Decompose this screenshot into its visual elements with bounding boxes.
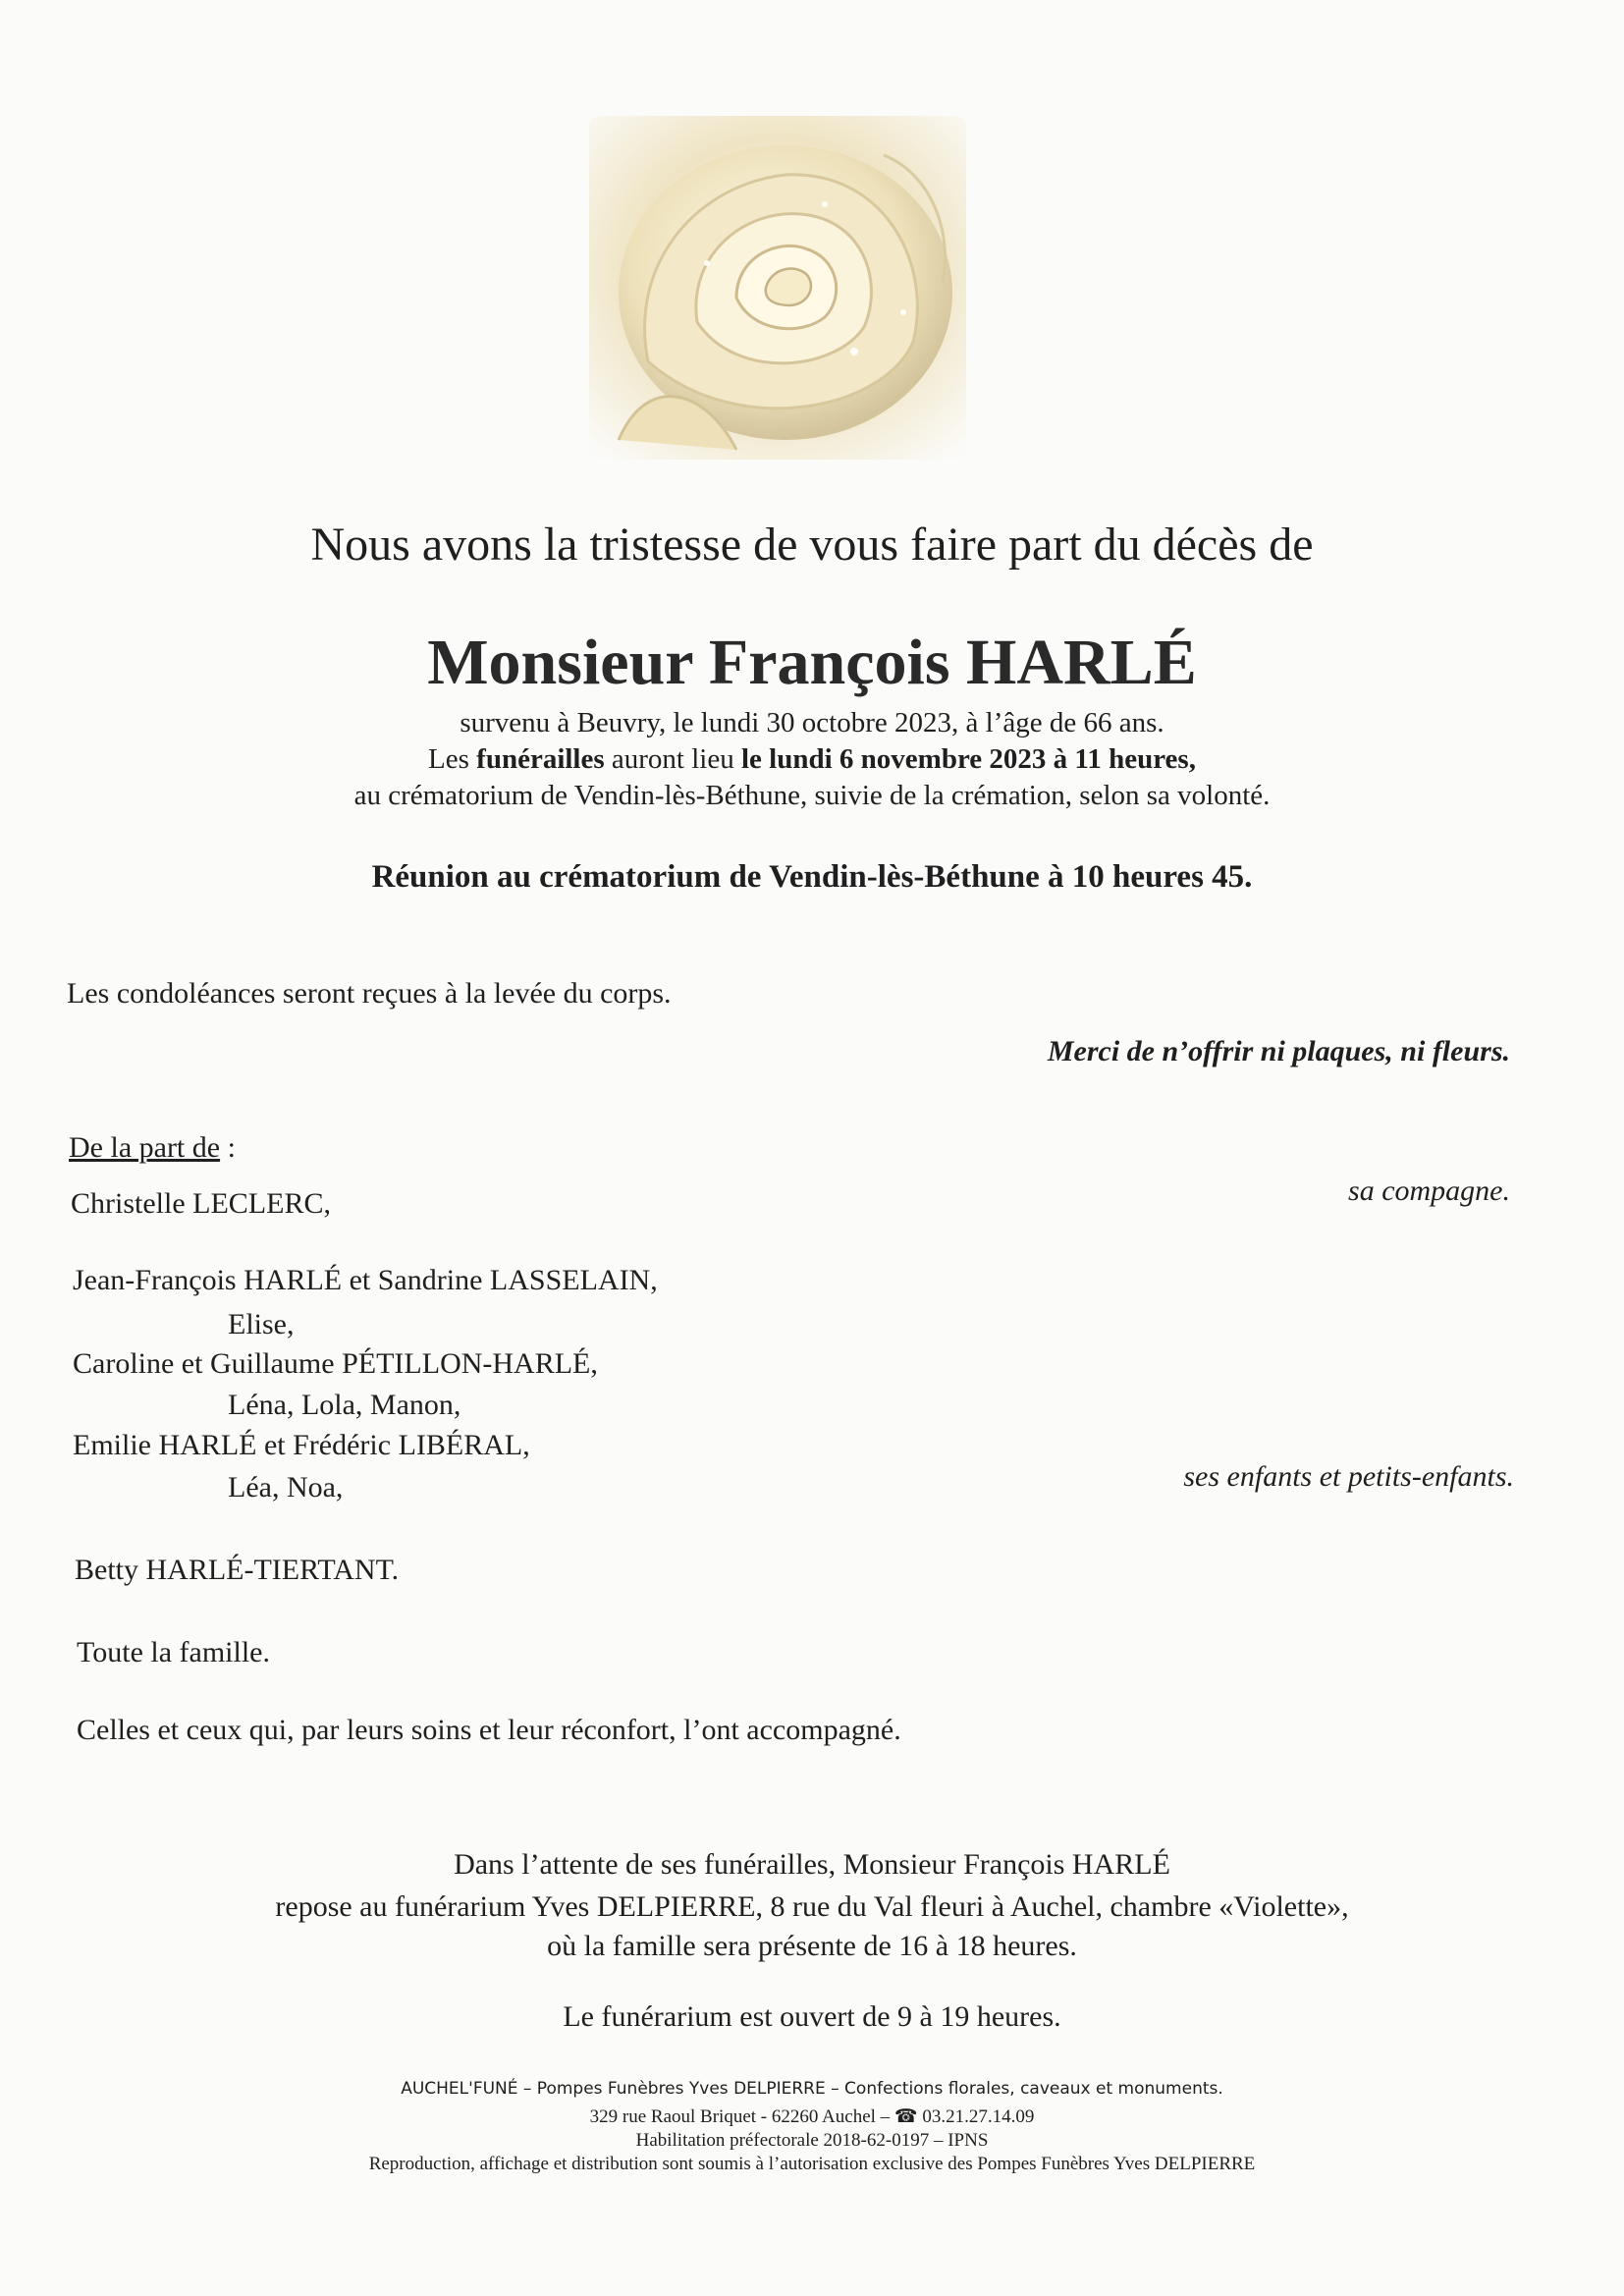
grandchildren-2: Léna, Lola, Manon, xyxy=(228,1389,461,1421)
grandchildren-1: Elise, xyxy=(228,1308,295,1340)
no-flowers-text: Merci de n’offrir ni plaques, ni fleurs. xyxy=(1047,1035,1510,1067)
partner-name: Christelle LECLERC, xyxy=(71,1187,331,1220)
phone-icon: ☎ xyxy=(893,2106,918,2127)
child-2: Caroline et Guillaume PÉTILLON-HARLÉ, xyxy=(73,1347,598,1380)
reproduction-line: Reproduction, affichage et distribution sont soumis à l’autorisation exclusive des Pompes Funèbres Yves DELPIERRE xyxy=(368,2154,1256,2174)
family-heading-label: De la part de xyxy=(69,1131,221,1164)
intro-text: Nous avons la tristesse de vous faire part du décès de xyxy=(310,519,1314,571)
children-role: ses enfants et petits-enfants. xyxy=(1183,1460,1514,1493)
company-line: AUCHEL'FUNÉ – Pompes Funèbres Yves DELPIERRE – Confections florales, caveaux et monuments. xyxy=(401,2079,1223,2099)
whole-family: Toute la famille. xyxy=(77,1636,270,1668)
funeral-details xyxy=(0,741,1624,777)
child-3: Emilie HARLÉ et Frédéric LIBÉRAL, xyxy=(73,1429,530,1461)
funeral-date: le lundi 6 novembre 2023 à 11 heures, xyxy=(740,743,1196,775)
repose-line-3: où la famille sera présente de 16 à 18 heures. xyxy=(547,1930,1077,1962)
funeral-location: au crématorium de Vendin-lès-Béthune, suivie de la crémation, selon sa volonté. xyxy=(353,780,1271,811)
caregivers-text: Celles et ceux qui, par leurs soins et leur réconfort, l’ont accompagné. xyxy=(77,1714,901,1746)
funeral-text-c: auront lieu xyxy=(604,743,741,775)
funeral-text-b: funérailles xyxy=(476,743,605,775)
rose-image xyxy=(589,116,966,460)
opening-hours: Le funérarium est ouvert de 9 à 19 heures. xyxy=(563,2000,1061,2033)
phone-number: 03.21.27.14.09 xyxy=(922,2106,1035,2127)
reunion-text: Réunion au crématorium de Vendin-lès-Béthune à 10 heures 45. xyxy=(371,859,1253,895)
condoleances-text: Les condoléances seront reçues à la levée du corps. xyxy=(67,977,672,1010)
partner-role: sa compagne. xyxy=(1348,1175,1510,1207)
address-text: 329 rue Raoul Briquet - 62260 Auchel – xyxy=(589,2106,891,2127)
deceased-name: Monsieur François HARLÉ xyxy=(427,627,1197,698)
death-details: survenu à Beuvry, le lundi 30 octobre 2023, à l’âge de 66 ans. xyxy=(460,707,1164,738)
child-1: Jean-François HARLÉ et Sandrine LASSELAIN, xyxy=(73,1264,658,1296)
habilitation-line: Habilitation préfectorale 2018-62-0197 – IPNS xyxy=(635,2130,989,2151)
grandchildren-3: Léa, Noa, xyxy=(228,1471,344,1503)
betty-name: Betty HARLÉ-TIERTANT. xyxy=(75,1554,400,1586)
repose-line-1: Dans l’attente de ses funérailles, Monsieur François HARLÉ xyxy=(454,1848,1170,1881)
funeral-text-a: Les xyxy=(428,743,477,775)
family-heading xyxy=(69,1129,236,1167)
family-heading-colon: : xyxy=(220,1131,236,1164)
repose-line-2: repose au funérarium Yves DELPIERRE, 8 rue du Val fleuri à Auchel, chambre «Violette», xyxy=(275,1890,1349,1923)
address-line xyxy=(0,2105,1624,2129)
